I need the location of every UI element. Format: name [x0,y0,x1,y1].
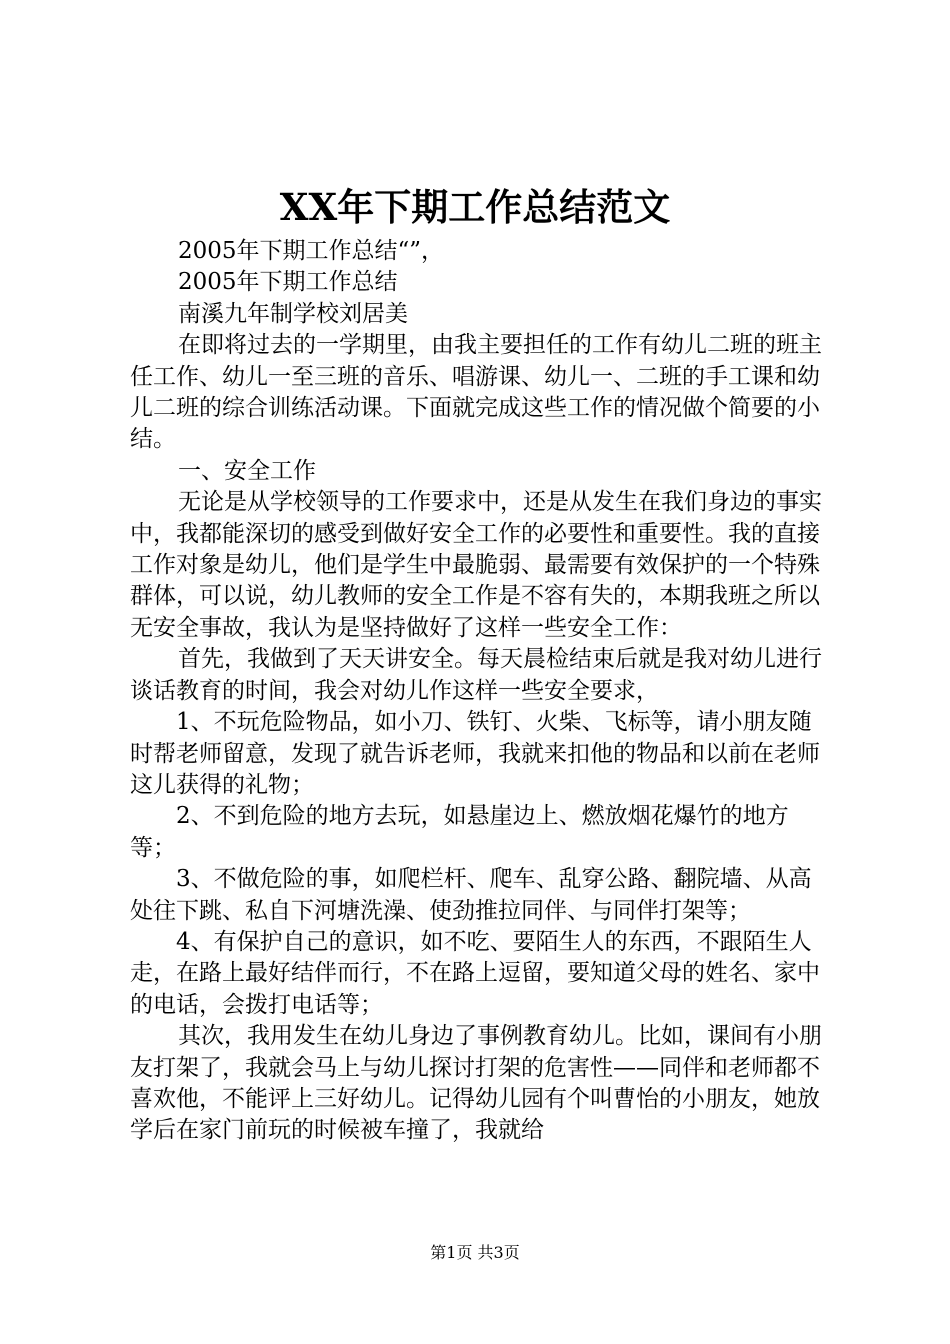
paragraph: 无论是从学校领导的工作要求中，还是从发生在我们身边的事实中，我都能深切的感受到做好安全工作的必要性和重要性。我的直接工作对象是幼儿，他们是学生中最脆弱、最需要有效保护的一个特殊群体，可以说，幼儿教师的安全工作是不容有失的，本期我班之所以无安全事故，我认为是坚持做好了这样一些安全工作： [130,489,822,641]
list-item: 3、不做危险的事，如爬栏杆、爬车、乱穿公路、翻院墙、从高处往下跳、私自下河塘洗澡、使劲推拉同伴、与同伴打架等； [130,866,812,924]
list-item: 4、有保护自己的意识，如不吃、要陌生人的东西，不跟陌生人走，在路上最好结伴而行，不在路上逗留，要知道父母的姓名、家中的电话，会拨打电话等； [130,928,820,1018]
paragraph: 其次，我用发生在幼儿身边了事例教育幼儿。比如，课间有小朋友打架了，我就会马上与幼儿探讨打架的危害性——同伴和老师都不喜欢他，不能评上三好幼儿。记得幼儿园有个叫曹怡的小朋友，她放学后在家门前玩的时候被车撞了，我就给 [130,1023,822,1144]
section-heading: 一、安全工作 [178,457,316,484]
list-item: 1、不玩危险物品，如小刀、铁钉、火柴、飞标等，请小朋友随时帮老师留意，发现了就告诉老师，我就来扣他的物品和以前在老师这儿获得的礼物； [130,709,820,798]
paragraph: 在即将过去的一学期里，由我主要担任的工作有幼儿二班的班主任工作、幼儿一至三班的音乐、唱游课、幼儿一、二班的手工课和幼儿二班的综合训练活动课。下面就完成这些工作的情况做个简要的小结。 [130,332,822,453]
paragraph: 2005年下期工作总结“”， [178,238,445,264]
page-footer: 第1页 共3页 [430,1243,520,1262]
paragraph: 首先，我做到了天天讲安全。每天晨检结束后就是我对幼儿进行谈话教育的时间，我会对幼儿作这样一些安全要求， [130,646,822,704]
paragraph: 2005年下期工作总结 [178,269,398,296]
document-body [130,236,830,1147]
author-line: 南溪九年制学校刘居美 [178,300,408,327]
document-title: XX年下期工作总结范文 [279,185,671,229]
list-item: 2、不到危险的地方去玩，如悬崖边上、燃放烟花爆竹的地方等； [130,803,789,861]
